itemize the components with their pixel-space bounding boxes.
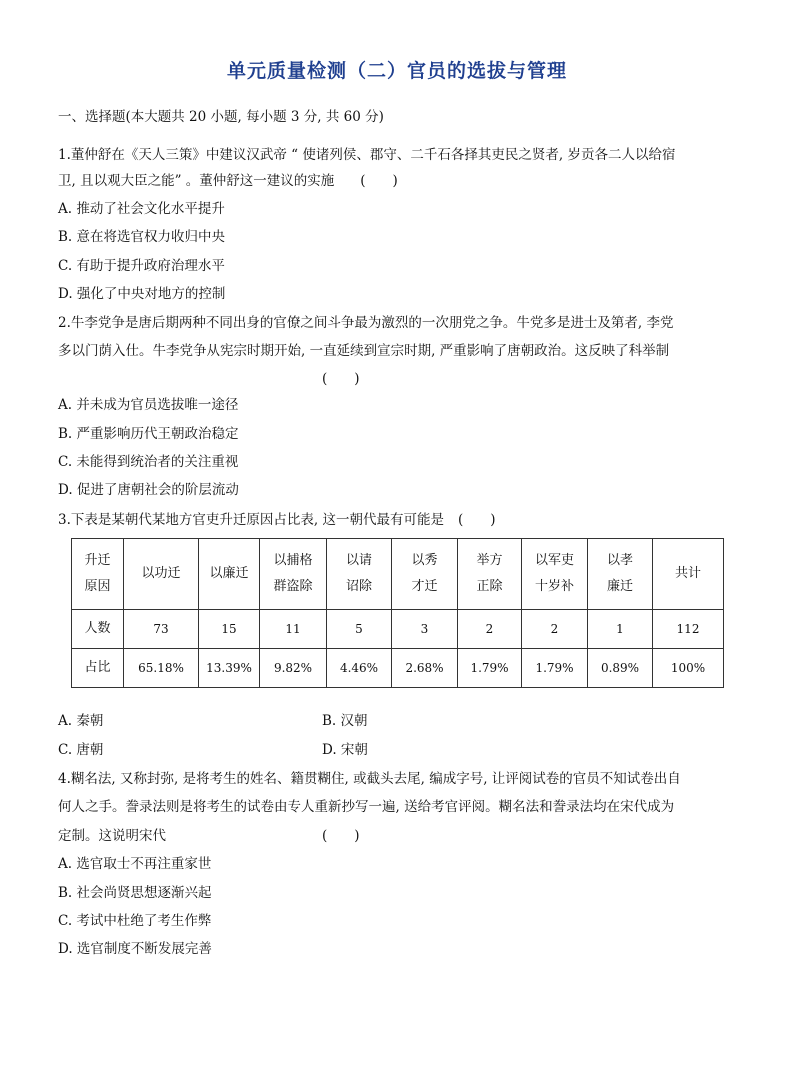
q2-option-a: A. 并未成为官员选拔唯一途径 [58, 397, 239, 413]
table-cell: 73 [124, 610, 199, 649]
q1-stem-text: 卫, 且以观大臣之能” 。董仲舒这一建议的实施 [58, 173, 335, 189]
table-cell: 4.46% [327, 649, 392, 688]
table-cell: 15 [199, 610, 260, 649]
table-header-cell: 共计 [653, 539, 724, 610]
table-header-cell: 以廉迁 [199, 539, 260, 610]
q2-option-b: B. 严重影响历代王朝政治稳定 [58, 426, 239, 442]
q3-option-d: D. 宋朝 [322, 742, 368, 758]
q3-option-a: A. 秦朝 [58, 713, 104, 729]
q1-option-a: A. 推动了社会文化水平提升 [58, 201, 225, 217]
q1-answer-blank: ( ) [360, 173, 398, 189]
q3-stem-text: 3.下表是某朝代某地方官吏升迁原因占比表, 这一朝代最有可能是 [58, 512, 444, 528]
table-cell: 5 [327, 610, 392, 649]
table-cell: 占比 [72, 649, 124, 688]
q1-option-d: D. 强化了中央对地方的控制 [58, 286, 226, 302]
table-cell: 1.79% [458, 649, 522, 688]
table-cell: 65.18% [124, 649, 199, 688]
q4-answer-blank: ( ) [322, 828, 360, 844]
table-header-cell: 以功迁 [124, 539, 199, 610]
q4-stem-line3: 定制。这说明宋代 [58, 828, 166, 844]
q4-option-a: A. 选官取士不再注重家世 [58, 856, 212, 872]
table-header-cell: 以军吏 十岁补 [522, 539, 588, 610]
q4-stem-line2: 何人之手。誊录法则是将考生的试卷由专人重新抄写一遍, 送给考官评阅。糊名法和誊录法均在宋代成为 [58, 799, 675, 815]
table-cell: 人数 [72, 610, 124, 649]
table-header-cell: 以秀 才迁 [392, 539, 458, 610]
q2-answer-blank: ( ) [322, 371, 360, 387]
table-header-cell: 以孝 廉迁 [588, 539, 653, 610]
table-cell: 3 [392, 610, 458, 649]
table-cell: 11 [260, 610, 327, 649]
table-cell: 2 [522, 610, 588, 649]
page-title: 单元质量检测（二）官员的选拔与管理 [226, 60, 567, 82]
q1-option-c: C. 有助于提升政府治理水平 [58, 258, 225, 274]
q1-option-b: B. 意在将选官权力收归中央 [58, 229, 226, 245]
table-cell: 1 [588, 610, 653, 649]
table-header-row [72, 539, 724, 610]
q1-stem-line1: 1.董仲舒在《天人三策》中建议汉武帝 “ 使诸列侯、郡守、二千石各择其吏民之贤者, 岁贡各二人以给宿 [58, 147, 676, 163]
table-row [72, 610, 724, 649]
table-cell: 2 [458, 610, 522, 649]
table-cell: 1.79% [522, 649, 588, 688]
section-heading: 一、选择题(本大题共 20 小题, 每小题 3 分, 共 60 分) [58, 109, 384, 125]
q4-stem-line1: 4.糊名法, 又称封弥, 是将考生的姓名、籍贯糊住, 或截头去尾, 编成字号, 让评阅试卷的官员不知试卷出自 [58, 771, 681, 787]
q3-stem-line1 [58, 510, 496, 530]
q3-option-b: B. 汉朝 [322, 713, 368, 729]
table-cell: 9.82% [260, 649, 327, 688]
table-cell: 100% [653, 649, 724, 688]
q2-stem-line2: 多以门荫入仕。牛李党争从宪宗时期开始, 一直延续到宣宗时期, 严重影响了唐朝政治。这反映了科举制 [58, 343, 670, 359]
promotion-table [71, 538, 724, 688]
q2-option-d: D. 促进了唐朝社会的阶层流动 [58, 482, 239, 498]
q3-answer-blank: ( ) [457, 512, 496, 528]
table-header-cell: 以捕格 群盗除 [260, 539, 327, 610]
q4-option-b: B. 社会尚贤思想逐渐兴起 [58, 885, 212, 901]
q4-option-c: C. 考试中杜绝了考生作弊 [58, 913, 212, 929]
q2-option-c: C. 未能得到统治者的关注重视 [58, 454, 239, 470]
table-cell: 13.39% [199, 649, 260, 688]
table-header-cell: 以请 诏除 [327, 539, 392, 610]
q1-stem-line2 [58, 171, 398, 191]
table-cell: 112 [653, 610, 724, 649]
q3-option-c: C. 唐朝 [58, 742, 104, 758]
q2-stem-line1: 2.牛李党争是唐后期两种不同出身的官僚之间斗争最为激烈的一次朋党之争。牛党多是进士及第者, 李党 [58, 315, 674, 331]
table-header-cell: 举方 正除 [458, 539, 522, 610]
table-header-cell: 升迁 原因 [72, 539, 124, 610]
q4-option-d: D. 选官制度不断发展完善 [58, 941, 212, 957]
table-cell: 2.68% [392, 649, 458, 688]
table-row [72, 649, 724, 688]
table-cell: 0.89% [588, 649, 653, 688]
